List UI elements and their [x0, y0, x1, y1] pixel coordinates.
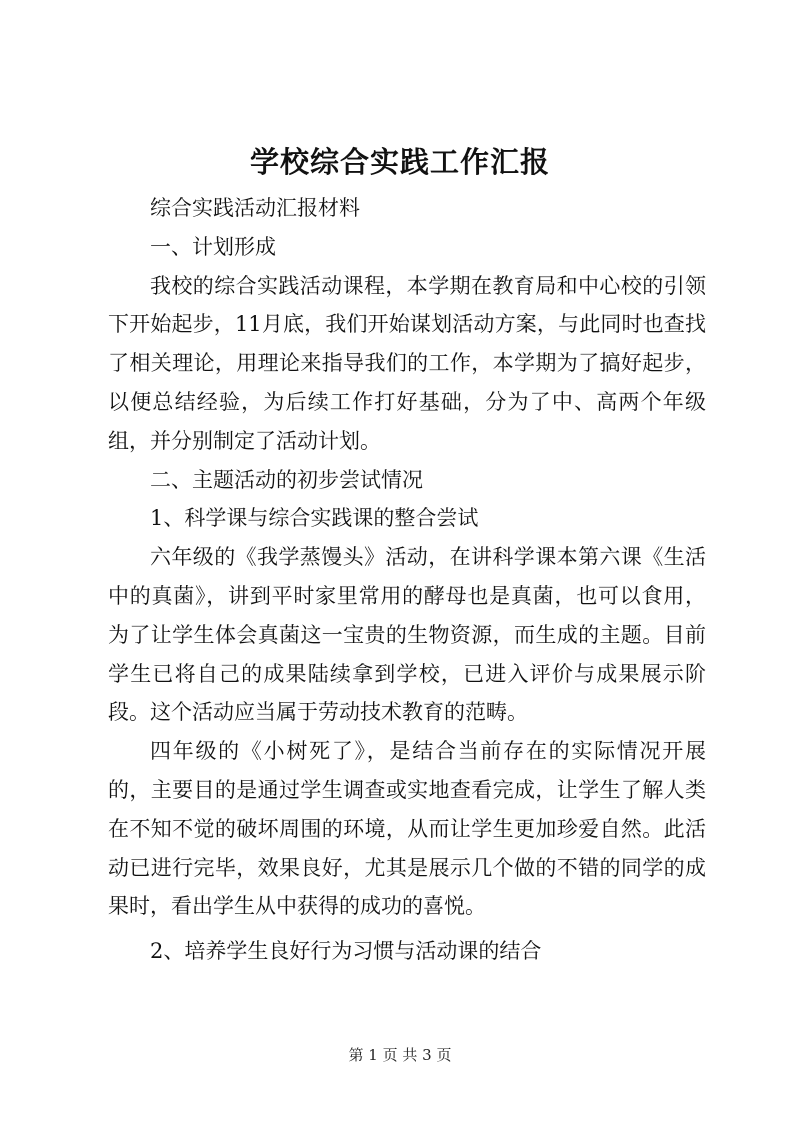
heading-plan-formation: 一、计划形成 — [150, 234, 276, 259]
paragraph-grade-four-activity: 四年级的《小树死了》，是结合当前存在的实际情况开展的，主要目的是通过学生调查或实地查看完成，让学生了解人类在不知不觉的破坏周围的环境，从而让学生更加珍爱自然。此活动已进行完毕，效果良好，尤其是展示几个做的不错的同学的成果时，看出学生从中获得的成功的喜悦。 — [108, 739, 706, 919]
document-body — [108, 189, 706, 971]
paragraph-grade-six-activity: 六年级的《我学蒸馒头》活动，在讲科学课本第六课《生活中的真菌》，讲到平时家里常用的酵母也是真菌，也可以食用，为了让学生体会真菌这一宝贵的生物资源，而生成的主题。目前学生已将自己的成果陆续拿到学校，已进入评价与成果展示阶段。这个活动应当属于劳动技术教育的范畴。 — [108, 545, 706, 725]
heading-theme-activities: 二、主题活动的初步尝试情况 — [150, 467, 423, 492]
document-title: 学校综合实践工作汇报 — [249, 145, 550, 179]
heading-science-integration: 1、科学课与综合实践课的整合尝试 — [150, 506, 479, 531]
paragraph-plan-details: 我校的综合实践活动课程，本学期在教育局和中心校的引领下开始起步，11月底，我们开始谋划活动方案，与此同时也查找了相关理论，用理论来指导我们的工作，本学期为了搞好起步，以便总结经验，为后续工作打好基础，分为了中、高两个年级组，并分别制定了活动计划。 — [108, 273, 706, 453]
paragraph-subtitle: 综合实践活动汇报材料 — [150, 196, 360, 220]
page-number-footer: 第 1 页 共 3 页 — [348, 1046, 452, 1064]
heading-behavior-habits: 2、培养学生良好行为习惯与活动课的结合 — [150, 939, 542, 964]
